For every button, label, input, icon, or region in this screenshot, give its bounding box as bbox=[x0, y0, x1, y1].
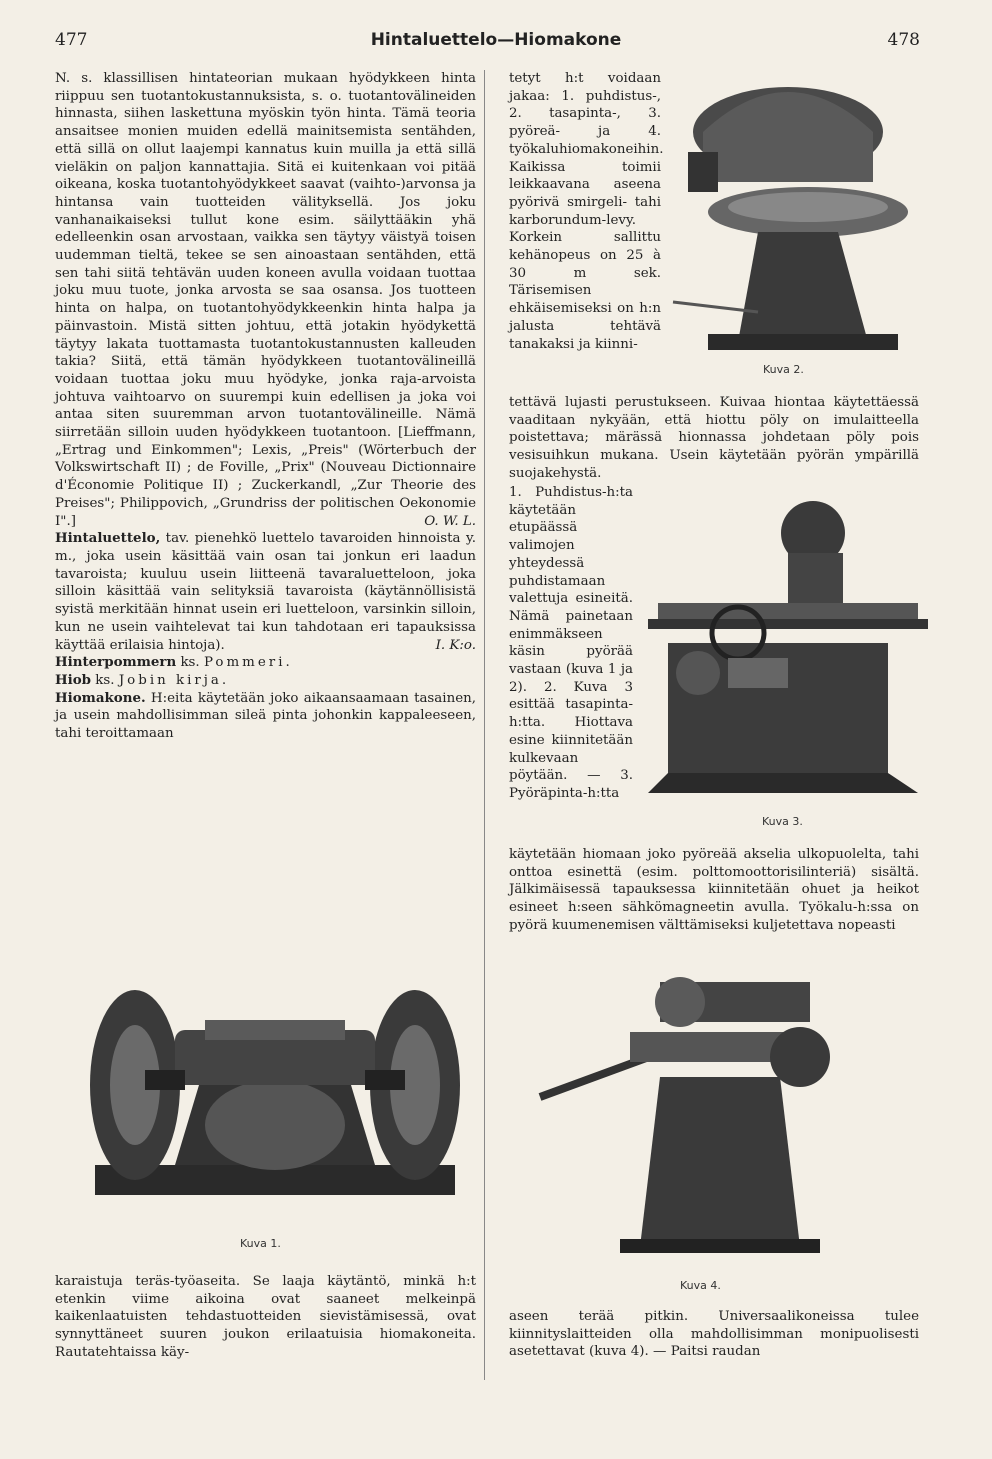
headword-hiomakone: Hiomakone. bbox=[55, 689, 146, 706]
signature-owl: O. W. L. bbox=[424, 513, 476, 529]
entry-hinterpommern: Hinterpommern ks. Pommeri. bbox=[55, 654, 293, 671]
left-column-bottom bbox=[55, 1273, 476, 1362]
column-divider bbox=[484, 70, 485, 1380]
entry-hiomakone: Hiomakone. H:eita käytetään joko aikaansaamaan tasainen, ja usein mahdollisimman sileä pinta johonkin kappaleeseen, tahi teroittamaan bbox=[55, 689, 476, 742]
right-wrap-text-2: 1. Puhdistus-h:ta käytetään etupäässä valimojen yhteydessä puhdistamaan valettuja esineitä. Nämä painetaan enimmäkseen käsin pyörää vastaan (kuva 1 ja 2). 2. Kuva 3 esittää tasapinta-h:tta. Hiottava esine kiinnitetään kulkevaan pöytään. — 3. Pyöräpinta-h:tta bbox=[509, 485, 633, 801]
left-column-top bbox=[55, 70, 476, 743]
paragraph-hiomakone-cont: karaistuja teräs-työaseita. Se laaja käytäntö, minkä h:t etenkin viime aikoina ovat saaneet melkeinpä kaikenlaatuisten tehdastuotteiden sievistämisessä, ovat synnyttäneet suuren joukon erilaatuisia hiomakoneita. Rautatehtaissa käy- bbox=[55, 1274, 476, 1360]
caption-kuva-4: Kuva 4. bbox=[680, 1279, 721, 1292]
entry-hiob: Hiob ks. Jobin kirja. bbox=[55, 671, 230, 688]
headword-hinterpommern: Hinterpommern bbox=[55, 654, 177, 671]
headword-hiob: Hiob bbox=[55, 671, 92, 688]
figure-2-pedestal-grinder bbox=[668, 72, 918, 362]
caption-kuva-1: Kuva 1. bbox=[240, 1237, 281, 1250]
figure-1-double-grinder bbox=[85, 975, 465, 1225]
page-number-left: 477 bbox=[55, 30, 88, 50]
right-wrap-text-1: tetyt h:t voidaan jakaa: 1. puhdistus-, 2. tasapinta-, 3. pyöreä- ja 4. työkaluhiomakoneihin. Kaikissa toimii leikkaavana aseena pyörivä smirgeli- tahi karborundum-levy. Korkein sallittu kehänopeus on 25 à 30 m sek. Tärisemisen ehkäisemiseksi on h:n jalusta tehtävä tanakaksi ja kiinni- bbox=[509, 71, 664, 352]
signature-iko: I. K:o. bbox=[435, 637, 476, 653]
page-number-right: 478 bbox=[887, 30, 920, 50]
caption-kuva-2: Kuva 2. bbox=[763, 363, 804, 376]
paragraph-price-theory: N. s. klassillisen hintateorian mukaan hyödykkeen hinta riippuu sen tuotantokustannuksista, s. o. tuotantovälineiden hinnasta, siihen laskettuna myöskin työn hinta. Tämä teoria ansaitsee monien muiden edellä mainitsemista sentähden, että sillä on ollut laajempi kannatus kuin muilla ja että sillä vieläkin on paljon kannattajia. Sitä ei kuitenkaan voi pitää oikeana, koska tuotantohyödykkeet saavat (vaihto-)arvonsa ja hintansa vain tuotteiden välityksellä. Jos joku vanhanaikaiseksi tullut kone esim. säilyttääkin yhä edelleenkin osan arvostaan, vaikka sen täytyy väistyä toisen uudemman tieltä, tekee se sen ainoastaan sentähden, että sen tahi siitä tehtävän uuden koneen avulla voidaan tuottaa joku muu tuote, jonka arvosta se saa osansa. Jos tuotteen hinta on halpa, on tuotantohyödykkeenkin hinta halpa ja päinvastoin. Mistä sitten johtuu, että jotakin hyödykettä täytyy lakata tuottamasta tuotantokustannusten kalleuden takia? Siitä, että tämän hyödykkeen tuotantovälineillä voidaan tuottaa joku muu hyödyke, jonka raja-arvoista johtuva vaihtoarvo on suurempi kuin edellisen ja joka voi antaa siten suuremman arvon tuotantovälineille. Nämä siirretään silloin uuden hyödykkeen tuotantoon. [Lieffmann, „Ertrag und Einkommen"; Lexis, „Preis" (Wörterbuch der Volkswirtschaft II) ; de Foville, „Prix" (Nouveau Dictionnaire d'Économie Politique II) ; Zuckerkandl, „Zur Theorie des Preises"; Philippovich, „Grundriss der politischen Oekonomie I".] O. W. L. bbox=[55, 71, 476, 529]
running-title: Hintaluettelo—Hiomakone bbox=[370, 30, 622, 50]
caption-kuva-3: Kuva 3. bbox=[762, 815, 803, 828]
right-full-text-2: käytetään hiomaan joko pyöreää akselia ulkopuolelta, tahi onttoa esinettä (esim. polttomoottorisilinteriä) sisältä. Jälkimäisessä tapauksessa kiinnitetään ohuet ja heikot esineet h:seen sähkömagneetin avulla. Työkalu-h:ssa on pyörä kuumenemisen välttämiseksi kuljetettava nopeasti bbox=[509, 847, 919, 933]
headword-hintaluettelo: Hintaluettelo, bbox=[55, 530, 161, 547]
figure-4-tool-grinder bbox=[530, 967, 900, 1267]
cross-ref-pommeri[interactable]: Pommeri. bbox=[203, 655, 293, 671]
figure-3-surface-grinder bbox=[638, 493, 928, 803]
entry-hintaluettelo: Hintaluettelo, tav. pienehkö luettelo tavaroiden hinnoista y. m., joka usein käsittää vain osan tai jonkun eri laadun tavaroista; kuuluu usein liitteenä tavaraluetteloon, joka silloin käsittää vain selityksiä tavaroista (käytännöllisistä syistä merkitään hinnat usein eri luetteloon, varsinkin silloin, kun ne usein vaihtelevat tai kun tahdotaan eri tapauksissa käyttää erilaisia hintoja). I. K:o. bbox=[55, 530, 476, 653]
right-full-text-1: tettävä lujasti perustukseen. Kuivaa hiontaa käytettäessä vaaditaan nykyään, että hiottu pöly on imulaitteella poistettava; märässä hionnassa johdetaan pöly pois vesisuihkun mukana. Usein käytetään pyörän ympärillä suojakehystä. bbox=[509, 395, 919, 481]
right-full-text-3: aseen terää pitkin. Universaalikoneissa tulee kiinnityslaitteiden olla mahdollisimman monipuolisesti asetettavat (kuva 4). — Paitsi raudan bbox=[509, 1309, 919, 1360]
cross-ref-jobin-kirja[interactable]: Jobin kirja. bbox=[118, 672, 230, 688]
